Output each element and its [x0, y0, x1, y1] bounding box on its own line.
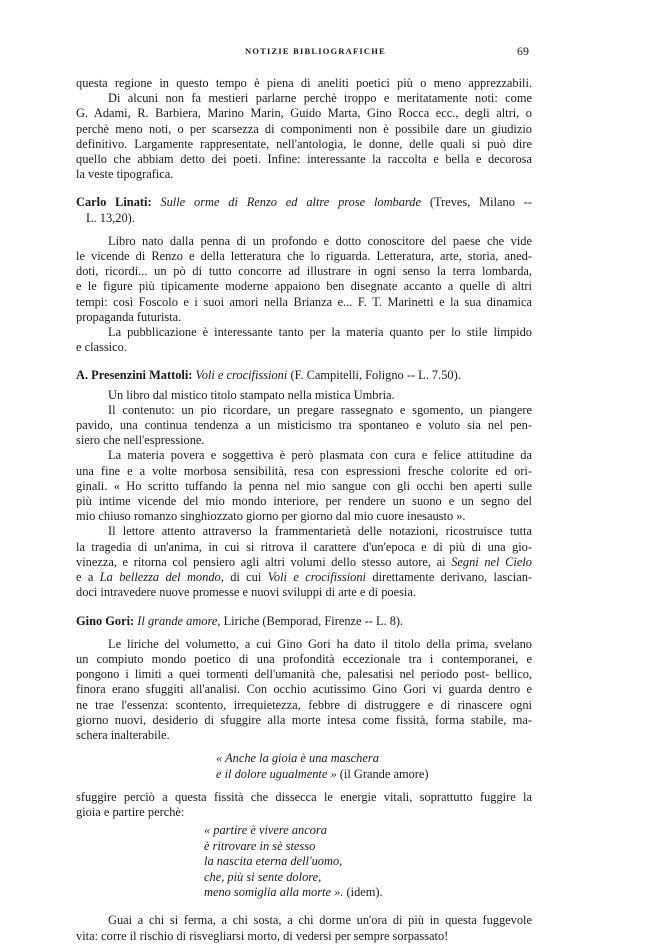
- text-line: Guai a chi si ferma, a chi sosta, a chi dorme un'ora di più in questa fuggevole: [108, 913, 532, 928]
- cited-title: Segni nel Cielo: [451, 554, 532, 569]
- text-run: di cui: [230, 570, 262, 585]
- quotation: [216, 751, 532, 782]
- text-line: Un libro dal mistico titolo stampato nella mistica Umbria.: [108, 387, 395, 402]
- text-line: Le liriche del volumetto, a cui Gino Gori ha dato il titolo della prima, svelano: [108, 636, 532, 651]
- text-line: propaganda futurista.: [76, 309, 182, 324]
- text-run: e a: [76, 570, 94, 585]
- text-line: definitivo. Largamente rappresentate, nell'antologia, le donne, delle quali si può dire: [76, 136, 532, 151]
- verse-source: (idem).: [346, 884, 383, 899]
- text-line: gioia e partire perchè:: [76, 805, 185, 820]
- presenzini-paragraph-4: [76, 524, 532, 600]
- presenzini-paragraph-1: [76, 388, 532, 403]
- entry-heading-linati: [76, 195, 532, 210]
- entry-title: Sulle orme di Renzo ed altre prose lombarde: [160, 195, 421, 210]
- verse-line: la nascita eterna dell'uomo,: [204, 854, 343, 869]
- quote-line: « Anche la gioia è una maschera: [216, 751, 379, 766]
- text-line: quello che abbiam detto dei poeti. Infine: interessante la raccolta e bella e decorosa: [76, 152, 532, 167]
- text-line: più intime vicende del mio mondo interiore, per rendere un suono e un segno del: [76, 494, 532, 509]
- quote-source: (il Grande amore): [339, 766, 429, 781]
- entry-author: A. Presenzini Mattoli:: [76, 368, 193, 383]
- text-line: [76, 555, 532, 570]
- entry-publisher: (Treves, Milano --: [429, 195, 532, 210]
- entry-author: Carlo Linati:: [76, 195, 152, 210]
- page-body: [76, 76, 532, 944]
- entry-price: [76, 211, 532, 226]
- entry-author: Gino Gori:: [76, 613, 135, 628]
- text-line: siero che nell'espressione.: [76, 433, 205, 448]
- entry-publisher: Liriche (Bemporad, Firenze -- L. 8).: [223, 613, 404, 628]
- text-line: la veste tipografica.: [76, 167, 174, 182]
- text-line: e classico.: [76, 340, 127, 355]
- text-line: tempi: così Foscolo e i suoi amori nella Brianza e... F. T. Marinetti e la sua dinamica: [76, 294, 532, 309]
- gori-paragraph-2: [76, 790, 532, 820]
- text-line: doti, ricordi... un pò di tutto concorre ad illustrare in ogni senso la terra lombarda,: [76, 264, 532, 279]
- text-line: ginali. « Ho scritto tuffando la penna nel mio sangue con gli occhi ben aperti sulle: [76, 478, 532, 493]
- text-run: vinezza, e ritorna col pensiero agli altri volumi dello stesso autore, ai: [76, 554, 446, 569]
- text-line: G. Adami, R. Barbiera, Marino Marin, Guido Marta, Gino Rocca ecc., degli altri, o: [76, 106, 532, 121]
- quote-text: e il dolore ugualmente »: [216, 766, 337, 781]
- quote-line: [216, 767, 532, 782]
- verse-line: « partire è vivere ancora: [204, 823, 327, 838]
- text-line: la tragedia di un'anima, in cui si ritrova il carattere d'un'epoca e di più di una gio-: [76, 539, 532, 554]
- text-line: sfuggire perciò a questa fissità che dissecca le energie vitali, soprattutto fuggire la: [76, 789, 532, 804]
- verse-text: meno somiglia alla morte ».: [204, 884, 344, 899]
- entry-title: Voli e crocifissioni: [195, 368, 288, 383]
- text-line: schera inalterabile.: [76, 727, 170, 742]
- text-line: Il lettore attento attraverso la frammentarietà delle notazioni, ricostruisce tutta: [108, 524, 532, 539]
- text-line: vita: corre il rischio di risvegliarsi morto, di vedersi per sempre sorpassato!: [76, 928, 449, 943]
- text-line: perchè meno noti, o per scarsezza di componimenti non è possibile dare un giudizio: [76, 121, 532, 136]
- entry-publisher: (F. Campitelli, Foligno -- L. 7.50).: [290, 368, 461, 383]
- text-line: La pubblicazione è interessante tanto per la materia quanto per lo stile limpido: [108, 325, 532, 340]
- text-line: ne trae l'essenza: scontento, irrequietezza, febbre di distruggere e di rinascere ogni: [76, 697, 532, 712]
- text-line: un compiuto mondo poetico di una profondità eccezionale tra i contemporanei, e: [76, 651, 532, 666]
- text-line: La materia povera e soggettiva è però plasmata con cura e felice attitudine da: [108, 448, 532, 463]
- text-line: Il contenuto: un pio ricordare, un pregare rassegnato e sgomento, un piangere: [108, 402, 532, 417]
- presenzini-paragraph-2: [76, 403, 532, 449]
- verse-line: [204, 885, 532, 900]
- entry-heading-presenzini: [76, 368, 532, 383]
- text-line: pavido, una continua tendenza a un misticismo tra spontaneo e voluto sia nel pen-: [76, 418, 532, 433]
- linati-paragraph-2: [76, 325, 532, 355]
- gori-paragraph-1: [76, 637, 532, 743]
- cited-title: Voli e crocifissioni: [267, 570, 367, 585]
- verse-line: che, più si sente dolore,: [204, 869, 322, 884]
- gori-paragraph-3: [76, 913, 532, 943]
- cited-title: La bellezza del mondo,: [99, 570, 224, 585]
- text-line: le vicende di Renzo e della letteratura che lo riguarda. Letteratura, arte, storia, aned-: [76, 249, 532, 264]
- page-number: 69: [517, 44, 529, 58]
- linati-paragraph-1: [76, 234, 532, 325]
- verse-line: è ritrovare in sè stesso: [204, 838, 316, 853]
- running-title: NOTIZIE BIBLIOGRAFICHE: [245, 46, 386, 56]
- text-line: una fine e a volte morbosa sensibilità, resa con espressioni fresche colorite ed ori-: [76, 463, 532, 478]
- entry-heading-gori: [76, 614, 532, 629]
- text-line: e le figure più tipicamente moderne appaiono ben disegnate accanto a quelle di altri: [76, 279, 532, 294]
- text-line: doci intravedere nuove promesse e nuovi sviluppi di arte e di poesia.: [76, 585, 416, 600]
- text-line: Libro nato dalla penna di un profondo e dotto conoscitore del paese che vide: [108, 233, 532, 248]
- text-line: [76, 570, 532, 585]
- text-line: pongono i limiti a quei tormenti dell'umanità che, palesatisi nel periodo post- bellico,: [76, 667, 532, 682]
- text-line: giorno nuovi, desiderio di sfuggire alla morte intesa come fissità, forma stabile, ma-: [76, 712, 532, 727]
- text-line: finora erano sfuggiti all'analisi. Con occhio acutissimo Gino Gori vi guarda dentro e: [76, 682, 532, 697]
- intro-paragraph: [76, 76, 532, 182]
- presenzini-paragraph-3: [76, 448, 532, 524]
- entry-price-text: L. 13,20).: [86, 210, 135, 225]
- verse-quotation: [204, 823, 532, 900]
- page-header: [0, 44, 649, 60]
- text-line: Di alcuni non fa mestieri parlarne perchè troppo e meritatamente noti: come: [108, 91, 532, 106]
- entry-title: Il grande amore,: [137, 613, 221, 628]
- text-line: questa regione in questo tempo è piena di aneliti poetici più o meno apprezzabili.: [76, 76, 532, 90]
- text-line: mio chiuso romanzo singhiozzato giorno per giorno dal mio cuore inesausto ».: [76, 509, 466, 524]
- text-run: direttamente derivano, lascian-: [372, 570, 533, 585]
